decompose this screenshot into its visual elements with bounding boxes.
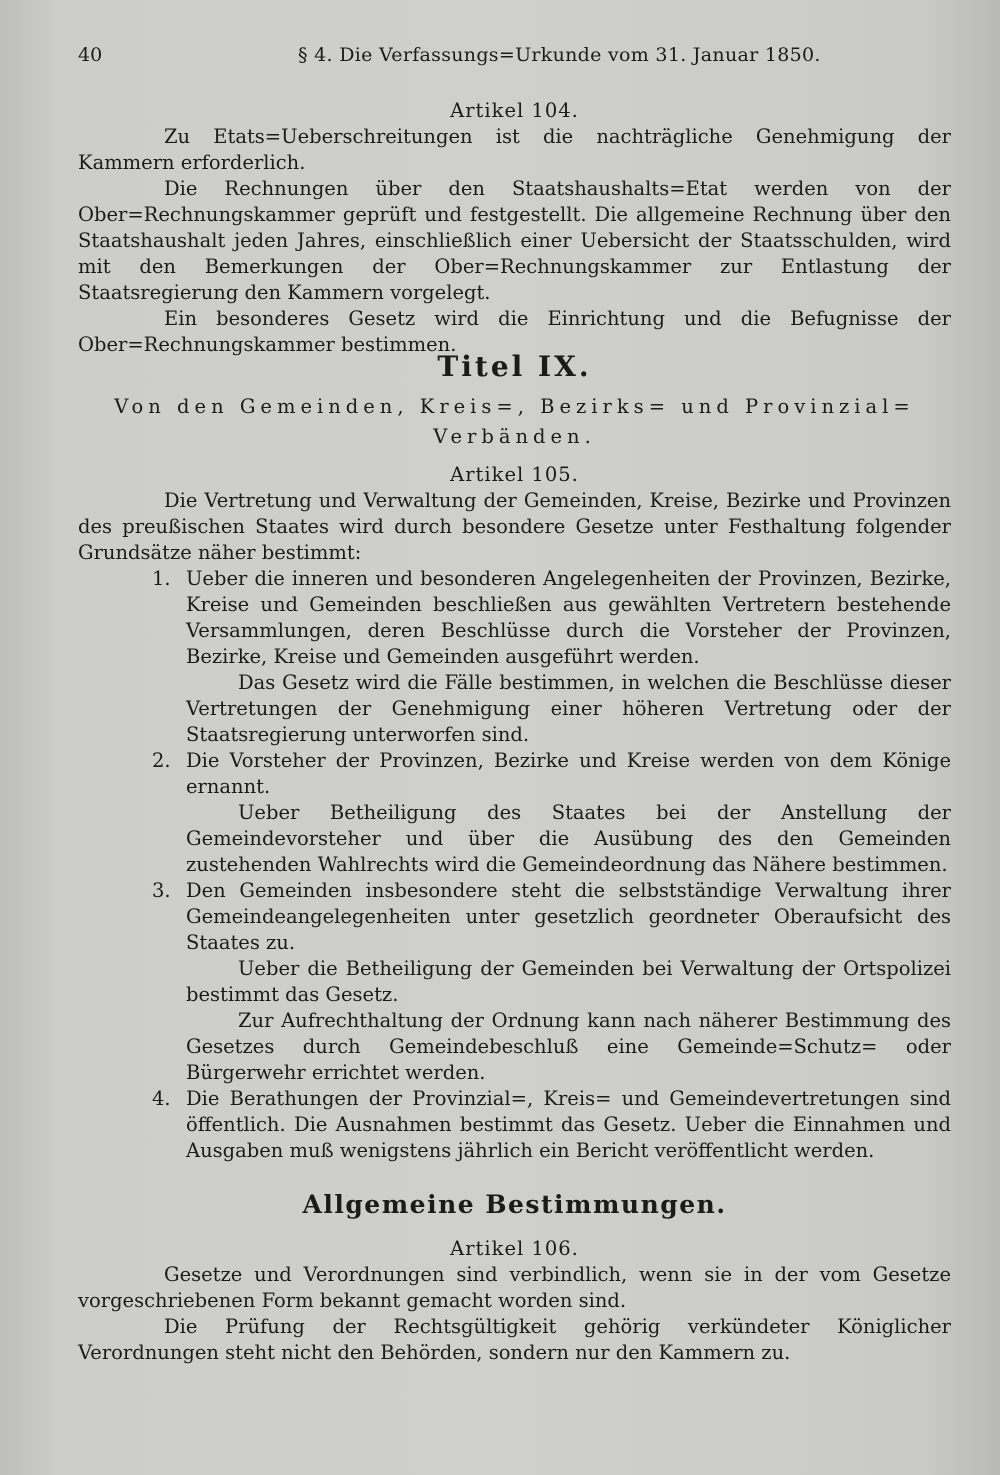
section-heading: Allgemeine Bestimmungen.: [302, 1190, 727, 1219]
article-heading: Artikel 105.: [450, 463, 579, 486]
page-number: 40: [78, 44, 103, 66]
article-heading: Artikel 106.: [450, 1237, 579, 1260]
list-item: [78, 1086, 951, 1164]
paragraph: Ein besonderes Gesetz wird die Einrichtung und die Befugnisse der Ober=Rechnungskammer bestimmen.: [78, 307, 951, 356]
list-item: [78, 566, 951, 748]
paragraph: Ueber die inneren und besonderen Angelegenheiten der Provinzen, Bezirke, Kreise und Gemeinden beschließen aus gewählten Vertretern bestehende Versammlungen, deren Beschlüsse durch die Vorsteher der Provinzen, Bezirke, Kreise und Gemeinden ausgeführt werden.: [186, 567, 951, 668]
list-item-number: 4.: [152, 1087, 171, 1110]
paragraph: Ueber Betheiligung des Staates bei der Anstellung der Gemeindevorsteher und über die Ausübung des den Gemeinden zustehenden Wahlrechts wird die Gemeindeordnung das Nähere bestimmen.: [186, 801, 951, 876]
title-heading: Titel IX.: [437, 350, 592, 383]
list-item: [78, 748, 951, 878]
list-item-number: 2.: [152, 749, 171, 772]
paragraph: Die Berathungen der Provinzial=, Kreis= und Gemeindevertretungen sind öffentlich. Die Ausnahmen bestimmt das Gesetz. Ueber die Einnahmen und Ausgaben muß wenigstens jährlich ein Bericht veröffentlicht werden.: [186, 1087, 951, 1162]
article-heading: Artikel 104.: [450, 99, 579, 122]
paragraph: Das Gesetz wird die Fälle bestimmen, in welchen die Beschlüsse dieser Vertretungen der Genehmigung einer höheren Vertretung oder der Staatsregierung unterworfen sind.: [186, 671, 951, 746]
paragraph: Die Rechnungen über den Staatshaushalts=Etat werden von der Ober=Rechnungskammer geprüft und festgestellt. Die allgemeine Rechnung über den Staatshaushalt jeden Jahres, einschließlich einer Uebersicht der Staatsschulden, wird mit den Bemerkungen der Ober=Rechnungskammer zur Entlastung der Staatsregierung den Kammern vorgelegt.: [78, 177, 951, 304]
paragraph: Ueber die Betheiligung der Gemeinden bei Verwaltung der Ortspolizei bestimmt das Gesetz.: [186, 957, 951, 1006]
paragraph: Die Prüfung der Rechtsgültigkeit gehörig verkündeter Königlicher Verordnungen steht nicht den Behörden, sondern nur den Kammern zu.: [78, 1315, 951, 1364]
paragraph: Zur Aufrechthaltung der Ordnung kann nach näherer Bestimmung des Gesetzes durch Gemeindebeschluß eine Gemeinde=Schutz= oder Bürgerwehr errichtet werden.: [186, 1009, 951, 1084]
list-item: [78, 878, 951, 1086]
title-subtitle-line1: Von den Gemeinden, Kreis=, Bezirks= und Provinzial=: [114, 395, 915, 418]
paragraph: Die Vorsteher der Provinzen, Bezirke und Kreise werden von dem Könige ernannt.: [186, 749, 951, 798]
paragraph: Gesetze und Verordnungen sind verbindlich, wenn sie in der vom Gesetze vorgeschriebenen Form bekannt gemacht worden sind.: [78, 1263, 951, 1312]
article-105: [78, 462, 951, 1164]
title-ix: [78, 350, 951, 452]
list-item-number: 3.: [152, 879, 171, 902]
paragraph: Die Vertretung und Verwaltung der Gemeinden, Kreise, Bezirke und Provinzen des preußischen Staates wird durch besondere Gesetze unter Festhaltung folgender Grundsätze näher bestimmt:: [78, 489, 951, 564]
page-header: [78, 44, 938, 74]
title-subtitle-line2: Verbänden.: [433, 425, 596, 448]
paragraph: Zu Etats=Ueberschreitungen ist die nachträgliche Genehmigung der Kammern erforderlich.: [78, 125, 951, 174]
general-provisions: [78, 1190, 951, 1220]
article-104: [78, 98, 951, 358]
list-item-number: 1.: [152, 567, 171, 590]
running-title: § 4. Die Verfassungs=Urkunde vom 31. Januar 1850.: [298, 44, 821, 66]
paragraph: Den Gemeinden insbesondere steht die selbstständige Verwaltung ihrer Gemeindeangelegenheiten unter gesetzlich geordneter Oberaufsicht des Staates zu.: [186, 879, 951, 954]
article-106: [78, 1236, 951, 1366]
